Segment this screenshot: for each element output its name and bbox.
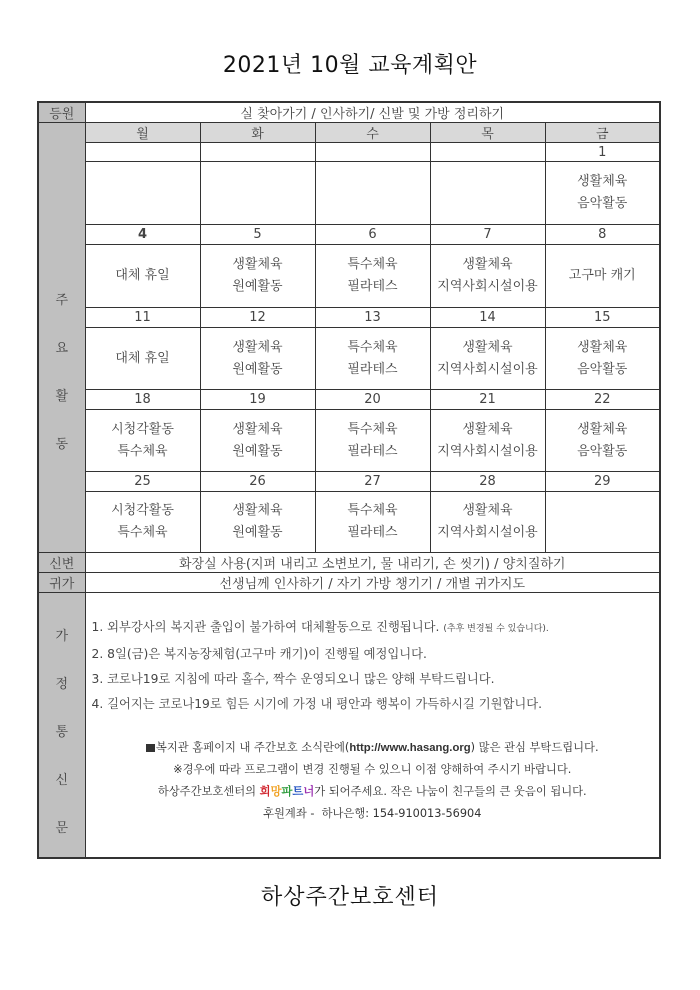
center-name: 하상주간보호센터 bbox=[260, 885, 440, 910]
hygiene-text: 화장실 사용(지퍼 내리고 소변보기, 물 내리기, 손 씻기) / 양치질하기 bbox=[85, 553, 660, 573]
date-cell: 12 bbox=[200, 308, 315, 328]
week5-date-row bbox=[38, 472, 660, 492]
activity-cell bbox=[85, 162, 200, 225]
hygiene-row bbox=[38, 553, 660, 573]
date-cell: 1 bbox=[545, 143, 660, 162]
square-bullet-icon bbox=[146, 744, 155, 752]
date-cell-holiday: 4 bbox=[85, 225, 200, 245]
weekday-wed: 수 bbox=[315, 123, 430, 143]
partner-char: 너 bbox=[303, 786, 315, 798]
activity-cell: 생활체육 원예활동 bbox=[200, 492, 315, 553]
activity-cell: 생활체육 원예활동 bbox=[200, 245, 315, 308]
departure-text: 선생님께 인사하기 / 자기 가방 챙기기 / 개별 귀가지도 bbox=[85, 573, 660, 593]
date-cell: 8 bbox=[545, 225, 660, 245]
donation-account: 후원계좌 - 하나은행: 154-910013-56904 bbox=[263, 807, 482, 820]
week4-activity-row bbox=[38, 410, 660, 472]
main-activities-label: 주 요 활 동 bbox=[38, 123, 85, 553]
newsletter-content bbox=[85, 593, 660, 858]
date-cell: 19 bbox=[200, 390, 315, 410]
activity-cell: 생활체육 원예활동 bbox=[200, 410, 315, 472]
date-cell: 20 bbox=[315, 390, 430, 410]
arrival-row bbox=[38, 102, 660, 123]
weekday-mon: 월 bbox=[85, 123, 200, 143]
newsletter-row bbox=[38, 593, 660, 858]
date-cell-holiday: 11 bbox=[85, 308, 200, 328]
activity-cell: 생활체육 음악활동 bbox=[545, 328, 660, 390]
activity-cell-holiday: 대체 휴일 bbox=[85, 245, 200, 308]
week2-date-row bbox=[38, 225, 660, 245]
date-cell: 25 bbox=[85, 472, 200, 492]
partner-char: 트 bbox=[292, 786, 304, 798]
date-cell bbox=[200, 143, 315, 162]
date-cell: 14 bbox=[430, 308, 545, 328]
partner-char: 망 bbox=[270, 786, 282, 798]
weekday-tue: 화 bbox=[200, 123, 315, 143]
date-cell: 21 bbox=[430, 390, 545, 410]
activity-cell-holiday: 대체 휴일 bbox=[85, 328, 200, 390]
activity-cell: 생활체육 지역사회시설이용 bbox=[430, 328, 545, 390]
partner-line: 하상주간보호센터의 희망파트너가 되어주세요. 작은 나눔이 친구들의 큰 웃음이 됩니다. bbox=[157, 785, 587, 798]
activity-cell: 생활체육 지역사회시설이용 bbox=[430, 410, 545, 472]
notice-list bbox=[86, 593, 660, 717]
date-cell: 29 bbox=[545, 472, 660, 492]
activity-cell: 특수체육 필라테스 bbox=[315, 245, 430, 308]
newsletter-footer bbox=[86, 737, 660, 825]
date-cell: 15 bbox=[545, 308, 660, 328]
activity-cell: 특수체육 필라테스 bbox=[315, 410, 430, 472]
activity-cell: 생활체육 지역사회시설이용 bbox=[430, 492, 545, 553]
activity-cell bbox=[200, 162, 315, 225]
date-cell: 26 bbox=[200, 472, 315, 492]
notice-item: 4. 길어지는 코로나19로 힘든 시기에 가정 내 평안과 행복이 가득하시길 기원합니다. bbox=[91, 697, 542, 711]
date-cell: 13 bbox=[315, 308, 430, 328]
date-cell bbox=[430, 143, 545, 162]
date-cell: 27 bbox=[315, 472, 430, 492]
activity-cell: 생활체육 지역사회시설이용 bbox=[430, 245, 545, 308]
weekday-fri: 금 bbox=[545, 123, 660, 143]
arrival-text: 실 찾아가기 / 인사하기/ 신발 및 가방 정리하기 bbox=[85, 102, 660, 123]
date-cell: 7 bbox=[430, 225, 545, 245]
notice-item: 2. 8일(금)은 복지농장체험(고구마 캐기)이 진행될 예정입니다. bbox=[91, 647, 427, 661]
activity-cell: 시청각활동 특수체육 bbox=[85, 410, 200, 472]
activity-cell bbox=[545, 492, 660, 553]
departure-row bbox=[38, 573, 660, 593]
homepage-link[interactable]: http://www.hasang.org bbox=[349, 742, 471, 754]
arrival-label: 등원 bbox=[38, 102, 85, 123]
activity-cell: 생활체육 음악활동 bbox=[545, 410, 660, 472]
partner-char: 파 bbox=[281, 786, 293, 798]
week2-activity-row bbox=[38, 245, 660, 308]
date-cell: 5 bbox=[200, 225, 315, 245]
partner-char: 희 bbox=[259, 786, 271, 798]
date-cell: 28 bbox=[430, 472, 545, 492]
week4-date-row bbox=[38, 390, 660, 410]
date-cell: 22 bbox=[545, 390, 660, 410]
date-cell: 18 bbox=[85, 390, 200, 410]
activity-cell: 생활체육 원예활동 bbox=[200, 328, 315, 390]
page-title: 2021년 10월 교육계획안 bbox=[222, 53, 478, 78]
week3-date-row bbox=[38, 308, 660, 328]
newsletter-label: 가 정 통 신 문 bbox=[38, 593, 85, 858]
education-plan-table bbox=[37, 101, 661, 859]
hygiene-label: 신변 bbox=[38, 553, 85, 573]
activity-cell bbox=[315, 162, 430, 225]
activity-cell: 특수체육 필라테스 bbox=[315, 328, 430, 390]
date-cell: 6 bbox=[315, 225, 430, 245]
activity-cell: 특수체육 필라테스 bbox=[315, 492, 430, 553]
date-cell bbox=[315, 143, 430, 162]
change-notice: ※경우에 따라 프로그램이 변경 진행될 수 있으니 이점 양해하여 주시기 바랍니다. bbox=[173, 763, 572, 776]
activity-cell: 생활체육 음악활동 bbox=[545, 162, 660, 225]
week5-activity-row bbox=[38, 492, 660, 553]
week3-activity-row bbox=[38, 328, 660, 390]
notice-item: 1. 외부강사의 복지관 출입이 불가하여 대체활동으로 진행됩니다. (추후 변경될 수 있습니다). bbox=[91, 620, 549, 634]
notice-item: 3. 코로나19로 지침에 따라 홀수, 짝수 운영되오니 많은 양해 부탁드립니다. bbox=[91, 672, 495, 686]
week1-activity-row bbox=[38, 162, 660, 225]
date-cell bbox=[85, 143, 200, 162]
week1-date-row bbox=[38, 143, 660, 162]
activity-cell-event: 고구마 캐기 bbox=[545, 245, 660, 308]
activity-cell bbox=[430, 162, 545, 225]
departure-label: 귀가 bbox=[38, 573, 85, 593]
activity-cell: 시청각활동 특수체육 bbox=[85, 492, 200, 553]
weekday-thu: 목 bbox=[430, 123, 545, 143]
homepage-line: 복지관 홈페이지 내 주간보호 소식란에(http://www.hasang.org) 많은 관심 부탁드립니다. bbox=[86, 737, 660, 759]
weekday-header-row bbox=[38, 123, 660, 143]
